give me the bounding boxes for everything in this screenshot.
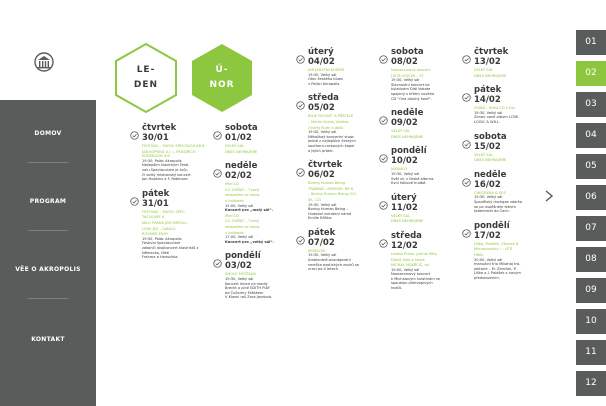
sidebar-item-vse-o-akropolis[interactable]: VĚE O AKROPOLIS <box>15 266 81 273</box>
event-detail-line: 19:30, Palác Akropolis <box>142 236 182 241</box>
ticket-check-icon <box>462 172 471 181</box>
event-title-line: DNES NEHRAJEME <box>474 73 507 78</box>
event-item[interactable] <box>379 194 455 224</box>
event-weekday: čtvrtek <box>142 123 177 133</box>
month-label-line1: Ú- <box>215 65 229 75</box>
event-item[interactable] <box>213 252 289 300</box>
event-date: 30/01 <box>142 133 169 143</box>
event-title-line: CO ZVÍŘAT – Tvaný <box>225 187 260 192</box>
ticket-check-icon <box>296 162 305 171</box>
event-title-line: iPod CD <box>225 182 239 187</box>
event-title-line: Mimokvajstky i – LÉTÍ <box>474 247 513 252</box>
event-title-line: Narozeninový koncert <box>391 68 431 72</box>
sidebar-item-domov[interactable]: DOMOV <box>34 130 62 137</box>
ticket-check-icon <box>213 125 222 134</box>
sidebar-divider <box>28 298 68 299</box>
event-date: 11/02 <box>391 202 418 213</box>
event-title-line: DNES NEHRAJEME <box>225 149 258 154</box>
events-column-2 <box>213 124 289 308</box>
event-item[interactable] <box>462 133 538 163</box>
event-detail-line: se po úspěšném letním <box>474 204 516 209</box>
event-detail-line: Slavnostní koncert ke <box>391 82 430 87</box>
event-detail-line: 19:30, Velký sál <box>391 171 420 176</box>
event-date: 31/01 <box>142 198 169 209</box>
event-item[interactable] <box>296 48 372 86</box>
event-detail-line: LOGIC & WILL. <box>474 119 500 124</box>
event-title-line: SMOLE MŠTĚKAN <box>225 272 256 277</box>
event-detail-line: Zimou nové album LOVE, <box>474 115 520 120</box>
event-title-line: JÁN KOPRIVA A J. J. FRIEDRICH KÓDEKSOM JOS <box>142 149 196 159</box>
event-title-line: MILO FRANK JEN SHROLL- <box>142 220 188 225</box>
logo-area <box>0 0 96 100</box>
ticket-check-icon <box>462 87 471 96</box>
event-detail-line: spojený s křtem nového <box>391 91 435 96</box>
sidebar <box>0 0 96 406</box>
event-weekday: středa <box>308 93 339 104</box>
event-detail-line: 19:30, Velký sál <box>308 130 337 135</box>
ticket-check-icon <box>213 163 222 172</box>
event-detail-line: kulatinám Didi Vokate <box>391 87 431 92</box>
ticket-check-icon <box>296 95 305 104</box>
event-title-line: – Boring Human Being (CH, <box>308 192 358 197</box>
event-weekday: pondělí <box>474 220 510 231</box>
page-number-08[interactable]: 08 <box>576 247 606 272</box>
event-weekday: neděle <box>391 108 424 119</box>
event-detail-line: Brecht a plné EDITH PIAF <box>225 286 271 291</box>
ticket-check-icon <box>462 49 471 58</box>
event-detail-line: a jejích přátel. <box>308 148 334 153</box>
event-title-line: ROSMER EN/FI <box>142 232 168 237</box>
event-title-line: CO ZVÍŘAT – Tvaný <box>225 219 260 224</box>
event-title-line: u kalhotek <box>225 198 244 203</box>
event-date: 09/02 <box>391 118 418 129</box>
event-item[interactable] <box>462 171 538 214</box>
event-item[interactable] <box>213 124 289 154</box>
month-label-line2: NOR <box>209 80 235 90</box>
event-detail-line: 19:00, Velký sál <box>391 267 420 272</box>
event-item[interactable] <box>379 232 455 291</box>
event-weekday: neděle <box>474 169 507 180</box>
event-title-line: Líška, Polášek, Zbynek B <box>474 241 519 246</box>
event-date: 12/02 <box>391 240 418 251</box>
event-item[interactable] <box>130 190 206 260</box>
event-detail-line: Otec českého blues <box>308 77 344 82</box>
event-detail-line: Svět vír v české alterna- <box>391 176 435 181</box>
event-title-line: VELKÝ SÁL <box>391 213 411 218</box>
page-number-05[interactable]: 05 <box>576 154 606 179</box>
sidebar-menu <box>0 100 96 406</box>
event-title-line: Dávid Solo a hosté <box>391 257 425 262</box>
event-title-line: LISTA VOJCEK – ST. <box>391 73 425 78</box>
event-weekday: středa <box>391 230 422 241</box>
next-arrow-icon[interactable] <box>545 190 553 202</box>
event-detail-line: Frahma a Hauschka. <box>142 255 179 260</box>
event-detail-line: Nejlepším klasickým Festi- <box>142 163 190 168</box>
ticket-check-icon <box>379 233 388 242</box>
event-detail-line: 17:00, Velký sál <box>225 235 254 240</box>
event-weekday: sobota <box>391 47 424 57</box>
event-weekday: neděle <box>225 161 258 172</box>
event-title-line: SK, CZ) <box>308 197 322 202</box>
akropolis-logo-icon[interactable] <box>34 52 54 72</box>
hexagon-outline-icon <box>114 42 178 114</box>
ticket-check-icon <box>296 49 305 58</box>
event-title-line: FESTIVAL – MUSIC SPEC- <box>142 209 186 214</box>
event-date: 05/02 <box>308 103 335 114</box>
event-detail-line: southern-rockových kapel <box>308 143 355 148</box>
event-date: 14/02 <box>474 95 501 106</box>
event-detail-line: 19:30, Velký sál <box>474 110 503 115</box>
events-column-1 <box>130 124 206 268</box>
event-detail-line: smečka exotických zvuků se <box>308 262 359 267</box>
event-weekday: sobota <box>474 131 507 142</box>
month-label-line2: DEN <box>133 80 159 90</box>
event-detail-line: Španělský duchgae zdarka <box>474 199 523 204</box>
event-detail-line: Líška a J. Polášek s novým <box>474 271 521 276</box>
event-item[interactable] <box>462 222 538 281</box>
month-hexagon-leden[interactable] <box>114 42 178 114</box>
event-title-line: VELKÝ SÁL <box>391 129 411 134</box>
event-date: 13/02 <box>474 57 501 67</box>
event-title-line: TRABRAĆ, AERSOM, BR.R. <box>308 186 355 191</box>
event-weekday: pátek <box>308 227 336 238</box>
page-number-06[interactable]: 06 <box>576 185 606 210</box>
event-detail-line: 19:30, Velký sál <box>391 78 420 83</box>
event-date: 06/02 <box>308 170 335 181</box>
event-weekday: úterý <box>391 192 417 203</box>
page-number-04[interactable]: 04 <box>576 123 606 148</box>
event-weekday: úterý <box>308 47 334 57</box>
event-detail-line: k Michalovým kulatinám se <box>391 276 440 281</box>
event-detail-line: jektorie – M. Zbinček, P. <box>474 266 517 271</box>
ticket-check-icon <box>462 134 471 143</box>
page-number-03[interactable]: 03 <box>576 92 606 117</box>
events-column-3 <box>296 48 372 280</box>
event-item[interactable] <box>296 94 372 153</box>
event-weekday: pátek <box>474 85 502 96</box>
sidebar-divider <box>28 162 68 163</box>
sidebar-item-program[interactable]: PROGRAM <box>29 198 67 205</box>
event-detail-line: 19:30, Palác Akropolis <box>142 158 182 163</box>
event-detail-line: 19:30, Velký sál <box>308 253 337 258</box>
event-item[interactable] <box>130 124 206 182</box>
page-navigation <box>576 30 606 406</box>
ticket-check-icon <box>379 148 388 157</box>
event-title-line: TACULARE 8 <box>142 215 165 220</box>
event-title-line: ZVÁNÍ – Křest CD k Dni <box>474 106 516 111</box>
event-detail-line: Boring Human Being – <box>308 207 349 212</box>
event-date: 07/02 <box>308 237 335 248</box>
event-title-line: DNES NEHRAJEME <box>474 158 507 163</box>
event-detail-line: vrací po 4 letech. <box>308 267 340 272</box>
event-detail-line: tivní folkové hudbě. <box>391 181 427 186</box>
event-title-line: Boring Human Being <box>308 181 346 186</box>
ticket-check-icon <box>296 230 305 239</box>
event-detail-line: 19:30, Velký sál <box>225 276 254 281</box>
event-date: 01/02 <box>225 133 252 143</box>
event-date: 17/02 <box>474 230 501 241</box>
event-title-line: VELKÝ SÁL <box>474 68 494 72</box>
event-detail-line: Koncert ihned na modly <box>225 281 268 286</box>
event-weekday: sobota <box>225 123 258 133</box>
events-column-4 <box>379 48 455 299</box>
event-detail-line: 20:00, Velký sál <box>474 257 503 262</box>
event-title-line: chlapeček ve sleva- <box>225 193 261 198</box>
event-title-line: HRAL <box>474 252 484 257</box>
event-detail-line: zakončí dvojkoncert klavíristů z Německa, Niké <box>142 245 199 255</box>
event-title-line: Ondřej Ruml a další <box>308 125 344 130</box>
event-title-line: DNES NEHRAJEME <box>391 134 424 139</box>
event-title-line: DNES NEHRAJEME <box>391 219 424 224</box>
event-detail-line: Ambientně-avantgardní <box>308 258 351 263</box>
event-detail-line: Emilie Bříška. <box>308 216 333 221</box>
page-number-09[interactable]: 09 <box>576 278 606 303</box>
event-item[interactable] <box>213 162 289 244</box>
sidebar-divider <box>28 230 68 231</box>
event-title-line: VELKÝ SÁL <box>225 144 245 148</box>
events-column-5 <box>462 48 538 288</box>
event-title-line: BLUE ROCKET A PŘÁTELÉ <box>308 114 354 119</box>
month-hexagon-unor[interactable] <box>190 42 254 114</box>
event-weekday: pondělí <box>225 251 261 262</box>
event-title-line: chlapeček ve sleva- <box>225 224 261 229</box>
page-number-11[interactable]: 11 <box>576 340 606 365</box>
ticket-check-icon <box>213 253 222 262</box>
event-detail-line: čí velký mistrovský koncert <box>142 172 191 177</box>
ticket-check-icon <box>130 191 139 200</box>
event-item[interactable] <box>379 147 455 185</box>
sidebar-item-kontakt[interactable]: KONTAKT <box>31 336 65 343</box>
event-item[interactable] <box>296 161 372 221</box>
page-number-12[interactable]: 12 <box>576 371 606 396</box>
event-title-line: SEBELDSÍ <box>308 248 326 253</box>
month-label-line1: LE- <box>136 65 156 75</box>
event-detail-line: od Čučoriny Fešákem <box>225 290 264 295</box>
event-title-line: – Martin Kraus, Alefica, <box>308 119 350 124</box>
event-item[interactable] <box>379 48 455 101</box>
event-detail-line: 19:30, Velký sál <box>308 202 337 207</box>
event-date: 16/02 <box>474 179 501 190</box>
ticket-check-icon <box>130 125 139 134</box>
event-item[interactable] <box>462 86 538 124</box>
event-detail-line: Hudební zvíratení národ <box>308 211 352 216</box>
event-date: 03/02 <box>225 261 252 272</box>
event-weekday: pátek <box>142 188 170 199</box>
event-item[interactable] <box>379 109 455 139</box>
event-detail-line: CD "Ona dlouhý konč". <box>391 96 433 101</box>
event-item[interactable] <box>462 48 538 78</box>
event-title-line: VELKÝ SÁL <box>474 152 494 157</box>
event-detail-line: manuální trio Mikaháj tra- <box>474 262 521 267</box>
event-title-line: CHEGBERA & SES <box>474 190 506 195</box>
event-detail-line: 19:30, Velký sál <box>308 72 337 77</box>
event-title-line: FESTIVAL – MUSIC SPECTACULAR 8 <box>142 144 205 148</box>
event-detail-line: Koncert pro „velký sál“. <box>225 239 275 244</box>
event-detail-line: Festival Spectaculare <box>142 241 181 246</box>
event-title-line: Hudba Praha, Jarmie Péla, <box>391 251 438 256</box>
hexagon-filled-icon <box>190 42 254 114</box>
event-title-line: u kalhotek <box>225 230 244 235</box>
ticket-check-icon <box>379 195 388 204</box>
page-number-01[interactable]: 01 <box>576 30 606 55</box>
event-detail-line: valu Spectaculare je tvůr- <box>142 167 189 172</box>
event-title-line: JAN JARZYNI KOŠPNÍ <box>308 68 344 72</box>
event-date: 04/02 <box>308 57 335 67</box>
event-title-line: iPod CD <box>225 213 239 218</box>
ticket-check-icon <box>462 223 471 232</box>
event-item[interactable] <box>296 229 372 272</box>
page-number-02[interactable]: 02 <box>576 61 606 86</box>
page-number-07[interactable]: 07 <box>576 216 606 241</box>
page-number-10[interactable]: 10 <box>576 309 606 334</box>
event-title-line: LOVA JEZ – ŠANCLI <box>142 226 176 231</box>
event-detail-line: 15:00, Velký sál <box>225 203 254 208</box>
event-detail-line: Několikaý koncertní show <box>308 134 354 139</box>
event-detail-line: hostů. <box>391 286 403 291</box>
event-detail-line: Jon Hopkins a F. Robinson <box>142 177 188 182</box>
event-detail-line: V Klasní rolí Zora Jandová. <box>225 295 273 300</box>
ticket-check-icon <box>379 49 388 58</box>
event-weekday: čtvrtek <box>308 160 343 171</box>
event-detail-line: Koncert pro „malý sál“. <box>225 208 274 213</box>
event-detail-line: spoustou překvapivých <box>391 281 433 286</box>
event-weekday: čtvrtek <box>474 47 509 57</box>
event-detail-line: tabentmet do Čech. <box>474 209 510 214</box>
event-detail-line: Narozeninový koncert <box>391 272 431 277</box>
event-detail-line: jedné z nejlepších českých <box>308 139 356 144</box>
event-date: 10/02 <box>391 156 418 167</box>
event-date: 02/02 <box>225 171 252 182</box>
event-date: 15/02 <box>474 141 501 152</box>
event-title-line: JAKAMLO <box>391 167 408 172</box>
ticket-check-icon <box>379 110 388 119</box>
event-detail-line: 19:30, Velký sál <box>474 195 503 200</box>
event-detail-line: v Paláci Akropolis. <box>308 81 341 86</box>
event-detail-line: představením. <box>474 275 500 280</box>
event-weekday: pondělí <box>391 146 427 157</box>
event-title-line: MICHAL NOKŘČIČ, ml. <box>391 263 431 268</box>
event-date: 08/02 <box>391 57 418 67</box>
